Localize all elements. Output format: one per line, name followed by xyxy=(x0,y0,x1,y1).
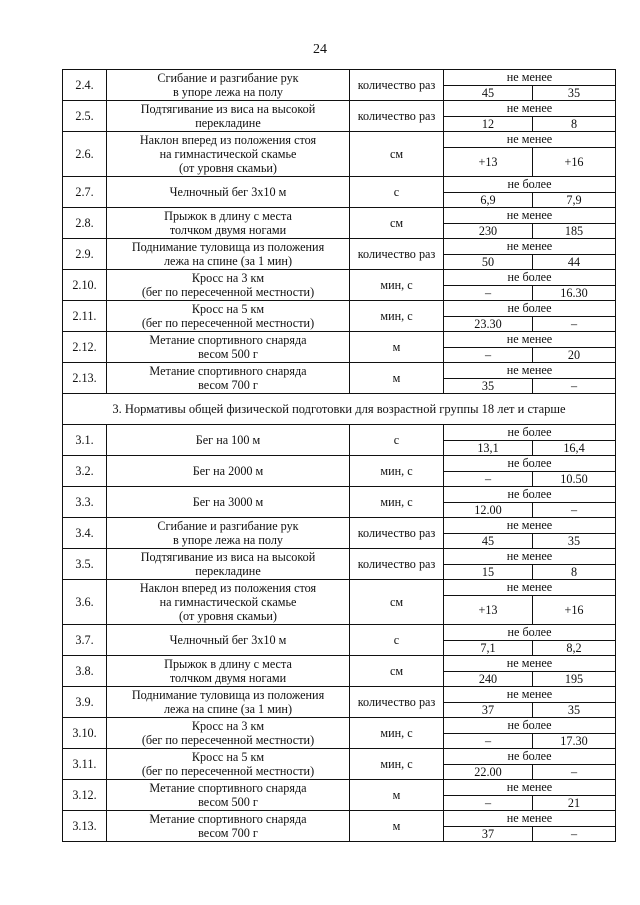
unit: м xyxy=(350,363,444,394)
table-row xyxy=(63,132,616,177)
exercise-name-line: лежа на спине (за 1 мин) xyxy=(163,254,293,268)
limit-label: не более xyxy=(444,456,615,472)
exercise-name-line: весом 500 г xyxy=(198,347,258,361)
limit-label: не более xyxy=(444,625,615,641)
row-number: 3.6. xyxy=(63,580,107,625)
norm-value-second: 195 xyxy=(564,672,584,686)
norm-value-second: +16 xyxy=(564,603,584,617)
norm-value-second: +16 xyxy=(564,155,584,169)
norms-table xyxy=(62,69,616,842)
norm-values xyxy=(444,208,616,239)
unit: с xyxy=(350,625,444,656)
norm-value-second: 8 xyxy=(570,117,578,131)
limit-label: не менее xyxy=(444,363,615,379)
norm-values xyxy=(444,656,616,687)
table-row xyxy=(63,270,616,301)
norm-value-first: 50 xyxy=(444,255,533,269)
exercise-name-line: Наклон вперед из положения стоя xyxy=(139,581,317,595)
limit-label: не менее xyxy=(444,656,615,672)
norm-value-second: 35 xyxy=(567,534,581,548)
row-number: 2.10. xyxy=(63,270,107,301)
norm-value-first: +13 xyxy=(444,596,533,624)
limit-label: не более xyxy=(444,425,615,441)
row-number: 3.13. xyxy=(63,811,107,842)
exercise-name xyxy=(107,363,350,394)
unit: см xyxy=(350,132,444,177)
exercise-name xyxy=(107,132,350,177)
exercise-name-line: Сгибание и разгибание рук xyxy=(157,519,299,533)
limit-label: не менее xyxy=(444,132,615,148)
exercise-name-line: перекладине xyxy=(195,116,261,130)
exercise-name xyxy=(107,656,350,687)
exercise-name-line: Бег на 2000 м xyxy=(192,464,264,478)
unit: количество раз xyxy=(350,518,444,549)
exercise-name-line: в упоре лежа на полу xyxy=(172,533,284,547)
exercise-name-line: Сгибание и разгибание рук xyxy=(157,71,299,85)
exercise-name-line: весом 500 г xyxy=(198,795,258,809)
table-row xyxy=(63,363,616,394)
table-row xyxy=(63,208,616,239)
row-number: 2.11. xyxy=(63,301,107,332)
row-number: 2.13. xyxy=(63,363,107,394)
limit-label: не менее xyxy=(444,208,615,224)
limit-label: не менее xyxy=(444,239,615,255)
row-number: 3.10. xyxy=(63,718,107,749)
table-row xyxy=(63,780,616,811)
exercise-name-line: Подтягивание из виса на высокой xyxy=(140,102,316,116)
table-row xyxy=(63,811,616,842)
exercise-name-line: перекладине xyxy=(195,564,261,578)
norm-values xyxy=(444,518,616,549)
unit: с xyxy=(350,177,444,208)
norm-value-second: – xyxy=(570,379,578,393)
exercise-name-line: Метание спортивного снаряда xyxy=(149,812,307,826)
exercise-name xyxy=(107,301,350,332)
exercise-name xyxy=(107,625,350,656)
exercise-name-line: (бег по пересеченной местности) xyxy=(141,285,315,299)
norm-value-second: – xyxy=(570,765,578,779)
unit: мин, с xyxy=(350,301,444,332)
table-row xyxy=(63,301,616,332)
norm-value-first: 15 xyxy=(444,565,533,579)
row-number: 2.9. xyxy=(63,239,107,270)
exercise-name-line: Кросс на 5 км xyxy=(191,750,265,764)
exercise-name-line: Бег на 100 м xyxy=(195,433,261,447)
table-row xyxy=(63,549,616,580)
norm-values xyxy=(444,549,616,580)
row-number: 2.12. xyxy=(63,332,107,363)
section-heading: 3. Нормативы общей физической подготовки для возрастной группы 18 лет и старше xyxy=(63,394,616,425)
exercise-name xyxy=(107,239,350,270)
exercise-name-line: Поднимание туловища из положения xyxy=(131,688,325,702)
unit: см xyxy=(350,656,444,687)
unit: количество раз xyxy=(350,687,444,718)
exercise-name xyxy=(107,749,350,780)
row-number: 2.6. xyxy=(63,132,107,177)
limit-label: не более xyxy=(444,487,615,503)
row-number: 3.11. xyxy=(63,749,107,780)
exercise-name-line: весом 700 г xyxy=(198,378,258,392)
exercise-name xyxy=(107,208,350,239)
norm-value-first: – xyxy=(444,348,533,362)
exercise-name xyxy=(107,101,350,132)
unit: м xyxy=(350,811,444,842)
exercise-name xyxy=(107,270,350,301)
unit: мин, с xyxy=(350,749,444,780)
exercise-name xyxy=(107,425,350,456)
norm-value-second: 10.50 xyxy=(560,472,588,486)
norm-values xyxy=(444,101,616,132)
limit-label: не более xyxy=(444,718,615,734)
unit: см xyxy=(350,580,444,625)
norm-value-first: 22.00 xyxy=(444,765,533,779)
exercise-name xyxy=(107,487,350,518)
table-row xyxy=(63,625,616,656)
limit-label: не менее xyxy=(444,580,615,596)
norm-value-second: 35 xyxy=(567,86,581,100)
norm-value-second: 20 xyxy=(567,348,581,362)
limit-label: не менее xyxy=(444,687,615,703)
norm-values xyxy=(444,301,616,332)
norm-value-first: 230 xyxy=(444,224,533,238)
exercise-name xyxy=(107,518,350,549)
norm-value-second: 21 xyxy=(567,796,581,810)
exercise-name-line: толчком двумя ногами xyxy=(169,671,287,685)
limit-label: не более xyxy=(444,301,615,317)
row-number: 3.9. xyxy=(63,687,107,718)
table-row xyxy=(63,687,616,718)
norm-value-first: 7,1 xyxy=(444,641,533,655)
page-number: 24 xyxy=(313,42,327,57)
norm-value-first: 37 xyxy=(444,827,533,841)
exercise-name-line: Бег на 3000 м xyxy=(192,495,264,509)
norm-values xyxy=(444,70,616,101)
norm-value-second: 8,2 xyxy=(566,641,582,655)
unit: мин, с xyxy=(350,270,444,301)
unit: количество раз xyxy=(350,101,444,132)
norm-values xyxy=(444,332,616,363)
exercise-name xyxy=(107,687,350,718)
exercise-name-line: Прыжок в длину с места xyxy=(164,209,292,223)
norm-value-first: 37 xyxy=(444,703,533,717)
norm-value-first: 23.30 xyxy=(444,317,533,331)
exercise-name-line: (от уровня скамьи) xyxy=(179,161,277,175)
exercise-name xyxy=(107,580,350,625)
exercise-name-line: Челночный бег 3x10 м xyxy=(169,185,287,199)
exercise-name-line: (бег по пересеченной местности) xyxy=(141,764,315,778)
norm-values xyxy=(444,425,616,456)
row-number: 3.1. xyxy=(63,425,107,456)
norm-value-first: 6,9 xyxy=(444,193,533,207)
exercise-name xyxy=(107,332,350,363)
exercise-name-line: на гимнастической скамье xyxy=(159,147,297,161)
table-row xyxy=(63,101,616,132)
limit-label: не менее xyxy=(444,70,615,86)
norm-value-second: – xyxy=(570,503,578,517)
row-number: 3.4. xyxy=(63,518,107,549)
row-number: 2.8. xyxy=(63,208,107,239)
unit: количество раз xyxy=(350,549,444,580)
norm-value-second: 44 xyxy=(567,255,581,269)
exercise-name xyxy=(107,780,350,811)
limit-label: не менее xyxy=(444,811,615,827)
row-number: 2.5. xyxy=(63,101,107,132)
table-row xyxy=(63,456,616,487)
norm-values xyxy=(444,780,616,811)
norm-values xyxy=(444,687,616,718)
norm-value-first: 45 xyxy=(444,534,533,548)
table-row xyxy=(63,70,616,101)
norm-value-first: 240 xyxy=(444,672,533,686)
norm-values xyxy=(444,132,616,177)
unit: мин, с xyxy=(350,718,444,749)
norm-values xyxy=(444,363,616,394)
norm-values xyxy=(444,487,616,518)
exercise-name-line: толчком двумя ногами xyxy=(169,223,287,237)
norm-values xyxy=(444,625,616,656)
exercise-name-line: Кросс на 3 км xyxy=(191,719,265,733)
row-number: 3.2. xyxy=(63,456,107,487)
table-row xyxy=(63,656,616,687)
norm-values xyxy=(444,749,616,780)
table-row xyxy=(63,518,616,549)
exercise-name-line: весом 700 г xyxy=(198,826,258,840)
exercise-name xyxy=(107,70,350,101)
limit-label: не более xyxy=(444,177,615,193)
norm-value-second: 8 xyxy=(570,565,578,579)
limit-label: не более xyxy=(444,749,615,765)
limit-label: не более xyxy=(444,270,615,286)
unit: см xyxy=(350,208,444,239)
norm-value-second: 35 xyxy=(567,703,581,717)
norm-value-first: 12 xyxy=(444,117,533,131)
norm-value-second: 17.30 xyxy=(560,734,588,748)
exercise-name-line: Прыжок в длину с места xyxy=(164,657,292,671)
norm-value-first: – xyxy=(444,796,533,810)
table-row xyxy=(63,487,616,518)
unit: м xyxy=(350,780,444,811)
unit: мин, с xyxy=(350,456,444,487)
norm-value-second: 185 xyxy=(564,224,584,238)
exercise-name-line: Метание спортивного снаряда xyxy=(149,781,307,795)
row-number: 3.3. xyxy=(63,487,107,518)
exercise-name xyxy=(107,177,350,208)
exercise-name xyxy=(107,456,350,487)
unit: с xyxy=(350,425,444,456)
exercise-name xyxy=(107,811,350,842)
row-number: 2.4. xyxy=(63,70,107,101)
exercise-name-line: Метание спортивного снаряда xyxy=(149,364,307,378)
unit: мин, с xyxy=(350,487,444,518)
table-row xyxy=(63,332,616,363)
table-row xyxy=(63,177,616,208)
table-row xyxy=(63,580,616,625)
norm-values xyxy=(444,811,616,842)
exercise-name-line: (бег по пересеченной местности) xyxy=(141,733,315,747)
norm-value-second: 7,9 xyxy=(566,193,582,207)
norm-value-second: 16.30 xyxy=(560,286,588,300)
norm-values xyxy=(444,270,616,301)
exercise-name-line: Подтягивание из виса на высокой xyxy=(140,550,316,564)
exercise-name-line: лежа на спине (за 1 мин) xyxy=(163,702,293,716)
limit-label: не менее xyxy=(444,332,615,348)
norm-value-first: 45 xyxy=(444,86,533,100)
norm-value-first: 13,1 xyxy=(444,441,533,455)
exercise-name-line: на гимнастической скамье xyxy=(159,595,297,609)
exercise-name-line: Челночный бег 3x10 м xyxy=(169,633,287,647)
exercise-name-line: (от уровня скамьи) xyxy=(179,609,277,623)
norm-value-first: 35 xyxy=(444,379,533,393)
exercise-name-line: Кросс на 5 км xyxy=(191,302,265,316)
limit-label: не менее xyxy=(444,101,615,117)
row-number: 3.12. xyxy=(63,780,107,811)
norm-value-first: 12.00 xyxy=(444,503,533,517)
norm-value-second: 16,4 xyxy=(563,441,585,455)
row-number: 3.5. xyxy=(63,549,107,580)
unit: количество раз xyxy=(350,239,444,270)
norm-values xyxy=(444,239,616,270)
exercise-name-line: Наклон вперед из положения стоя xyxy=(139,133,317,147)
norm-value-first: – xyxy=(444,472,533,486)
norms-table-body xyxy=(63,70,616,842)
table-row xyxy=(63,425,616,456)
exercise-name-line: (бег по пересеченной местности) xyxy=(141,316,315,330)
table-row xyxy=(63,749,616,780)
exercise-name-line: Кросс на 3 км xyxy=(191,271,265,285)
norm-value-first: – xyxy=(444,734,533,748)
exercise-name xyxy=(107,549,350,580)
norm-value-first: +13 xyxy=(444,148,533,176)
limit-label: не менее xyxy=(444,518,615,534)
row-number: 3.7. xyxy=(63,625,107,656)
exercise-name-line: Метание спортивного снаряда xyxy=(149,333,307,347)
norm-values xyxy=(444,177,616,208)
norm-values xyxy=(444,456,616,487)
norm-value-second: – xyxy=(570,317,578,331)
exercise-name xyxy=(107,718,350,749)
table-row xyxy=(63,718,616,749)
limit-label: не менее xyxy=(444,549,615,565)
norm-value-second: – xyxy=(570,827,578,841)
unit: количество раз xyxy=(350,70,444,101)
limit-label: не менее xyxy=(444,780,615,796)
norm-values xyxy=(444,718,616,749)
exercise-name-line: Поднимание туловища из положения xyxy=(131,240,325,254)
norm-values xyxy=(444,580,616,625)
row-number: 2.7. xyxy=(63,177,107,208)
exercise-name-line: в упоре лежа на полу xyxy=(172,85,284,99)
norm-value-first: – xyxy=(444,286,533,300)
table-row xyxy=(63,239,616,270)
section-heading-row xyxy=(63,394,616,425)
unit: м xyxy=(350,332,444,363)
row-number: 3.8. xyxy=(63,656,107,687)
